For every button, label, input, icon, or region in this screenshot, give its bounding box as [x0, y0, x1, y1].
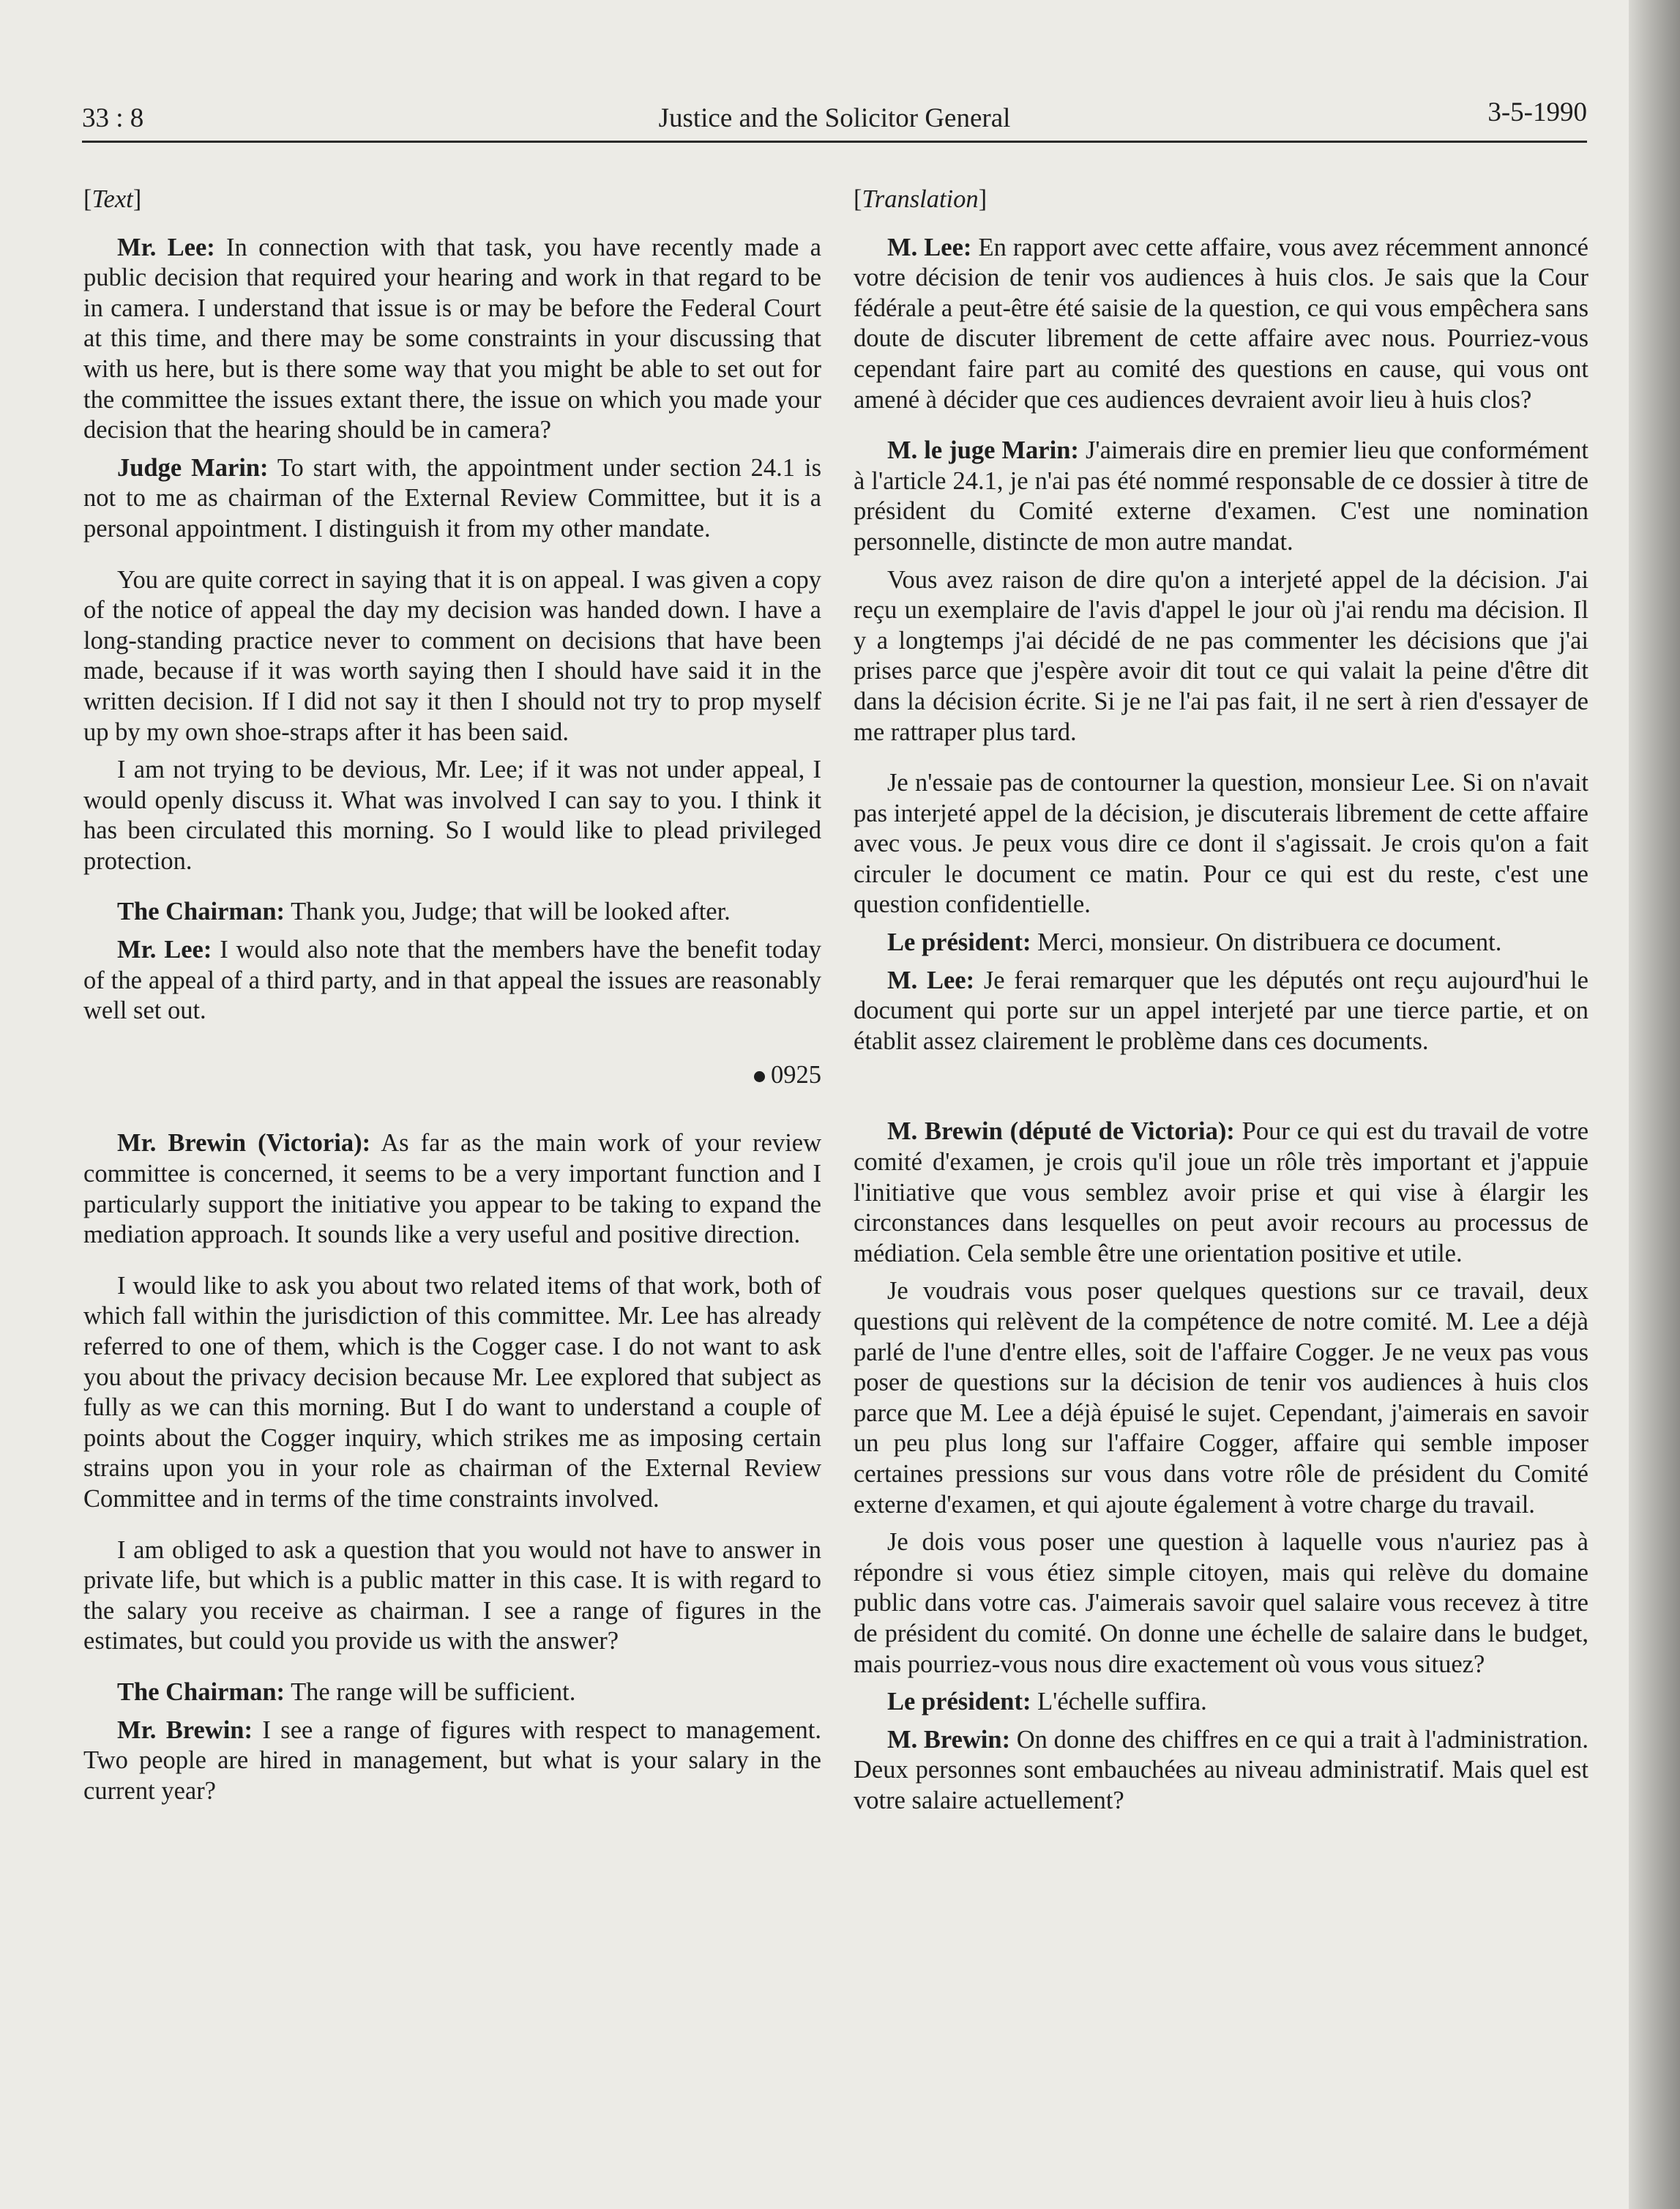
speaker-name: The Chairman: [117, 1677, 285, 1706]
speech-text: Merci, monsieur. On distribuera ce document. [1031, 928, 1502, 957]
speaker-name: Mr. Brewin: [117, 1716, 253, 1744]
time-marker [83, 1060, 821, 1091]
speech-text: Je ferai remarquer que les députés ont reçu aujourd'hui le document qui porte sur un appel interjeté par une tierce partie, et on établit assez clairement le problème dans ces documents. [854, 966, 1588, 1055]
paragraph [854, 565, 1588, 748]
paragraph [83, 1271, 821, 1515]
speaker-name: Mr. Lee: [117, 233, 215, 261]
speech-text: L'échelle suffira. [1031, 1688, 1207, 1716]
speech-text: Vous avez raison de dire qu'on a interjeté appel de la décision. J'ai reçu un exemplaire de l'avis d'appel le jour où j'ai rendu ma décision. Il y a longtemps j'ai décidé de ne pas commenter les décisions que j'ai prises parce que j'espère avoir dit tout ce qui valait la peine d'être dit dans la décision écrite. Si je ne l'ai pas fait, il ne sert à rien d'essayer de me rattraper plus tard. [854, 565, 1588, 746]
speaker-name: M. Brewin: [887, 1725, 1011, 1754]
speech-text: J'aimerais dire en premier lieu que conformément à l'article 24.1, je n'ai pas été nommé responsable de ce dossier à titre de président du Comité externe d'examen. C'est une nomination personnelle, distincte de mon autre mandat. [854, 436, 1588, 556]
paragraph [854, 1687, 1588, 1718]
paragraph [83, 1535, 821, 1657]
running-title: Justice and the Solicitor General [658, 103, 1011, 133]
speech-text: I am obliged to ask a question that you would not have to answer in private life, but which is a public matter in this case. It is with regard to the salary you receive as chairman. I see a range of figures in the estimates, but could you provide us with the answer? [83, 1535, 821, 1655]
paragraph [854, 436, 1588, 557]
speaker-name: Mr. Lee: [117, 936, 212, 964]
column-label-text: [Text] [83, 185, 142, 213]
speech-text: Je voudrais vous poser quelques questions sur ce travail, deux questions qui relèvent de la compétence de notre comité. M. Lee a déjà parlé de l'une d'entre elles, soit de l'affaire Cogger. Je ne veux pas vous poser de questions sur la décision de tenir vos audiences à huis clos parce que M. Lee a déjà épuisé le sujet. Cependant, j'aimerais en savoir un peu plus long sur l'affaire Cogger, affaire qui semble imposer certaines pressions sur vous dans votre rôle de président du Comité externe d'examen, et qui ajoute également à votre charge du travail. [854, 1277, 1588, 1519]
speech-text: In connection with that task, you have recently made a public decision that required your hearing and work in that regard to be in camera. I understand that issue is or may be before the Federal Court at this time, and there may be some constraints in your discussing that with us here, but is there some way that you might be able to set out for the committee the issues extant there, the issue on which you made your decision that the hearing should be in camera? [83, 233, 821, 444]
speech-text: You are quite correct in saying that it is on appeal. I was given a copy of the notice of appeal the day my decision was handed down. I have a long-standing practice never to comment on decisions that have been made, because if it was worth saying then I should have said it in the written decision. If I did not say it then I should not try to prop myself up by my own shoe-straps after it has been said. [83, 565, 821, 746]
speaker-name: Le président: [887, 928, 1031, 957]
paragraph [83, 233, 821, 446]
paragraph [854, 1276, 1588, 1520]
speaker-name: M. Brewin (député de Victoria): [887, 1117, 1235, 1146]
speech-text: To start with, the appointment under section 24.1 is not to me as chairman of the External Review Committee, but it is a personal appointment. I distinguish it from my other mandate. [83, 453, 821, 543]
paragraph [83, 1128, 821, 1250]
column-label-translation: [Translation] [854, 185, 988, 213]
paragraph [83, 935, 821, 1027]
speaker-name: M. le juge Marin: [887, 436, 1079, 465]
paragraph [854, 966, 1588, 1057]
paragraph [83, 897, 821, 928]
column-label-word: Text [92, 185, 133, 213]
paragraph [854, 1725, 1588, 1817]
paragraph [83, 565, 821, 748]
header-rule [82, 141, 1587, 143]
speech-text: I would like to ask you about two related items of that work, both of which fall within the jurisdiction of this committee. Mr. Lee has already referred to one of them, which is the Cogger case. I do not want to ask you about the privacy decision because Mr. Lee explored that subject as fully as we can this morning. But I do want to understand a couple of points about the Cogger inquiry, which strikes me as imposing certain strains upon you in your role as chairman of the External Review Committee and in terms of the time constraints involved. [83, 1271, 821, 1513]
paragraph [854, 768, 1588, 920]
speech-text: Thank you, Judge; that will be looked after. [285, 898, 731, 926]
column-label-word: Translation [862, 185, 979, 213]
paragraph [83, 1677, 821, 1708]
bullet-icon [754, 1071, 765, 1082]
speaker-name: Judge Marin: [117, 453, 269, 482]
speech-text: En rapport avec cette affaire, vous avez récemment annoncé votre décision de tenir vos audiences à huis clos. Je sais que la Cour fédérale a peut-être été saisie de la question, ce qui vous empêchera sans doute de discuter librement de cette affaire avec nous. Pourriez-vous cependant faire part au comité des questions en cause, qui vous ont amené à décider que ces audiences devraient avoir lieu à huis clos? [854, 233, 1588, 414]
french-column [854, 185, 1588, 1824]
speech-text: Je n'essaie pas de contourner la question, monsieur Lee. Si on n'avait pas interjeté appel de la décision, je discuterais librement de cette affaire avec vous. Je peux vous dire ce dont il s'agissait. Je crois qu'on a fait circuler le document ce matin. Pour ce qui est du reste, c'est une question confidentielle. [854, 769, 1588, 919]
speech-text: I am not trying to be devious, Mr. Lee; if it was not under appeal, I would openly discuss it. What was involved I can say to you. I think it has been circulated this morning. So I would like to plead privileged protection. [83, 756, 821, 875]
page-edge-shadow [1629, 0, 1680, 2209]
paragraph [83, 755, 821, 876]
time-marker-text: 0925 [771, 1060, 821, 1089]
page-date: 3-5-1990 [1487, 97, 1587, 127]
speech-text: As far as the main work of your review committee is concerned, it seems to be a very important function and I particularly support the initiative you appear to be taking to expand the mediation approach. It sounds like a very useful and positive direction. [83, 1129, 822, 1249]
speaker-name: Mr. Brewin (Victoria): [117, 1129, 371, 1158]
page-header [82, 97, 1587, 144]
paragraph [854, 233, 1588, 416]
paragraph [83, 1716, 821, 1807]
speaker-name: The Chairman: [117, 898, 285, 926]
paragraph [83, 453, 821, 545]
speaker-name: Le président: [887, 1688, 1031, 1716]
speech-text: I would also note that the members have the benefit today of the appeal of a third party, and in that appeal the issues are reasonably well set out. [83, 936, 821, 1025]
paragraph [854, 1527, 1588, 1680]
page-number: 33 : 8 [82, 103, 144, 133]
paragraph [854, 928, 1588, 958]
speech-text: Pour ce qui est du travail de votre comité d'examen, je crois qu'il joue un rôle très important et j'appuie l'initiative que vous semblez avoir prise et qui vise à élargir les circonstances dans lesquelles on peut avoir recours au processus de médiation. Cela semble être une orientation positive et utile. [854, 1117, 1589, 1267]
paragraph [854, 1117, 1588, 1269]
speech-text: On donne des chiffres en ce qui a trait à l'administration. Deux personnes sont embauchées au niveau administratif. Mais quel est votre salaire actuellement? [854, 1725, 1588, 1814]
speech-text: I see a range of figures with respect to management. Two people are hired in management, but what is your salary in the current year? [83, 1716, 821, 1805]
speaker-name: M. Lee: [887, 966, 975, 994]
speech-text: Je dois vous poser une question à laquelle vous n'auriez pas à répondre si vous étiez simple citoyen, mais qui relève du domaine public dans votre cas. J'aimerais savoir quel salaire vous recevez à titre de président du comité. On donne une échelle de salaire dans le budget, mais pourriez-vous nous dire exactement où vous vous situez? [854, 1528, 1588, 1678]
speaker-name: M. Lee: [887, 233, 972, 261]
speech-text: The range will be sufficient. [285, 1677, 576, 1706]
english-column [83, 185, 821, 1814]
